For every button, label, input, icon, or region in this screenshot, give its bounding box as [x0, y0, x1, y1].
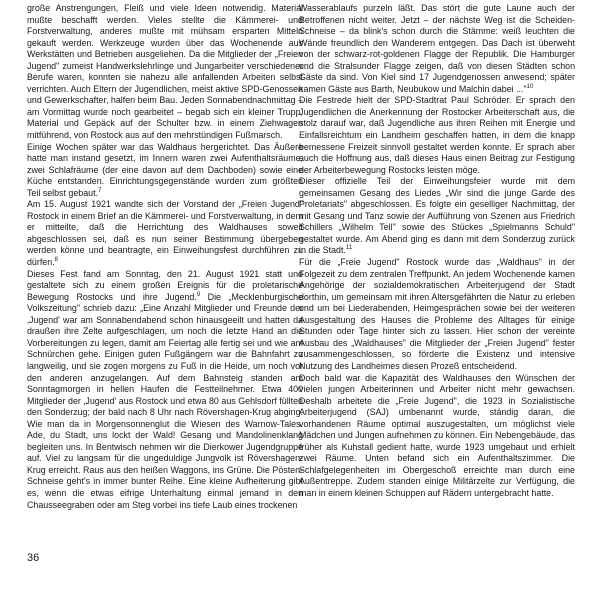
paragraph: Doch bald war die Kapazität des Waldhauses den Wünschen der vielen jungen Arbeiterinnen und Arbeiter nicht mehr gewachsen. Deshalb arbeitete die „Freie Jugend", die 1923 in Sozialistische Arbeiterjugend (SAJ) umbenannt wurde, ständig daran, die vorhandenen Räume optimal auszugestalten, um möglichst viele Mädchen und Jungen aufnehmen zu können. Ein Nebengebäude, das früher als Kuhstall gedient hatte, wurde 1923 umgebaut und erhielt zwei Räume. Unten befand sich ein Aufenthaltszimmer. Die Schlafgelegenheiten im Obergeschoß erreichte man durch eine Außentreppe. Zudem standen einige Militärzelte zur Verfügung, die man in einem kleinen Schuppen auf Rädern untergebracht hatte. — [299, 372, 575, 498]
paragraph: Einige Wochen später war das Waldhaus hergerichtet. Das Äußere hatte man instand gesetzt, im Innern waren zwei Aufenthaltsräume, zwei Schlafräume (der eine davon auf dem Dachboden) sowie eine Küche entstanden. Einrichtungsgegenstände wurden zum größten Teil selbst gebaut.$^7$ — [27, 141, 303, 198]
paragraph: Wasserablaufs purzeln läßt. Das stört die gute Laune auch der Betroffenen nicht weiter. Jetzt – der nächste Weg ist die Scheiden-Schneise – da blink's schon durch die Stämme: weiß leuchten die Wände freundlich den Wanderern entgegen. Das Dach ist überweht von der schwarz-rot-goldenen Flagge der Republik. Die Hamburger und die Stralsunder Flagge zeigen, daß von diesen Städten schon Gäste da sind. Von Kiel sind 17 Jugendgenossen anwesend; später kamen Gäste aus Barth, Neubukow und Malchin dabei ..."$^{10}$ — [299, 3, 575, 94]
footnote-ref: 10 — [526, 83, 534, 90]
paragraph: Dieser offizielle Teil der Einweihungsfeier wurde mit dem gemeinsamen Gesang des Liedes „Wir sind die junge Garde des Proletariats" abgeschlossen. Es folgte ein geselliger Nachmittag, der mit Gesang und Tanz sowie der Aufführung von Szenen aus Friedrich Schillers „Wilhelm Tell" sowie des Stückes „Spielmanns Schuld" gestaltet wurde. Am Abend ging es dann mit dem Sonderzug zurück in die Stadt.$^{11}$ — [299, 176, 575, 256]
page-number: 36 — [27, 552, 40, 564]
footnote-ref: 9 — [196, 291, 201, 298]
paragraph: Am 15. August 1921 wandte sich der Vorstand der „Freien Jugend" Rostock in einem Brief an die Kämmerei- und Forstverwaltung, in dem er mitteilte, daß die Herrichtung des Waldhauses soweit abgeschlossen sei, daß es nun seiner Bestimmung übergeben werden könne und beantragte, ein Einweihungsfest durchführen zu dürfen.$^8$ — [27, 199, 303, 268]
footnote-ref: 8 — [54, 257, 58, 264]
right-text-column — [299, 3, 575, 500]
footnote-ref: 7 — [98, 187, 102, 194]
paragraph: große Anstrengungen, Fleiß und viele Ideen notwendig. Material mußte beschafft werden. Vieles stellte die Kämmerei- und Forstverwaltung, anderes mußte mit mühsam ersparten Mitteln gekauft werden. Werkzeuge wurden über das Wochenende aus Werkstätten und Betrieben ausgeliehen. Da die Mitglieder der „Freien Jugend" zumeist Handwerkslehrlinge und Jungarbeiter verschiedener Berufe waren, konnten sie nahezu alle anfallenden Arbeiten selbst verrichten. Auch Eltern der Jugendlichen, meist aktive SPD-Genossen und Gewerkschafter, halfen beim Bau. Jeden Sonnabendnachmittag – am Vormittag wurde noch gearbeitet – begab sich ein kleiner Trupp, Material und Gepäck auf der Schulter bzw. in einem Ziehwagen mitführend, von Rostock aus auf den mehrstündigen Fußmarsch. — [27, 3, 303, 141]
left-text-column — [27, 3, 303, 511]
footnote-ref: 11 — [345, 245, 353, 252]
paragraph: Die Festrede hielt der SPD-Stadtrat Paul Schröder. Er sprach den Jugendlichen die Anerkennung der Rostocker Arbeiterschaft aus, die stolz darauf war, daß Jugendliche aus ihren Reihen mit Energie und Einfallsreichtum ein Landheim geschaffen hatten, in dem die knapp bemessene Freizeit sinnvoll gestaltet werden konnte. Er sprach aber auch die Hoffnung aus, daß dieses Haus einen Beitrag zur Festigung der Arbeiterbewegung Rostocks leisten möge. — [299, 95, 575, 175]
paragraph: Dieses Fest fand am Sonntag, den 21. August 1921 statt und gestaltete sich zu einem großen Ereignis für die proletarische Bewegung Rostocks und ihre Jugend.$^9$ Die „Mecklenburgische Volkszeitung" schrieb dazu: „Eine Anzahl Mitglieder und Freunde der ‚Jugend' war am Sonnabendabend schon hinausgeeilt und hatten da draußen ihre Zelte aufgeschlagen, um noch die letzte Hand an die Vorbereitungen zu legen, damit am Feiertag alle fertig sei und wie am Schnürchen gehe. Einigen guten Fußgängern war die Bahnfahrt zu langweilig, und sie zogen morgens zu Fuß in die Heide, um noch vor den anderen anzugelangen. Auf dem Bahnsteig standen am Sonntagmorgen in hellen Haufen die Festteilnehmer. Etwa 400 Mitglieder der ‚Jugend' aus Rostock und etwa 80 aus Gehlsdorf füllten den Sonderzug; der bald nach 8 Uhr nach Rövershagen-Krug abging. Wie man da in Morgensonnenglut die Wiesen des Warnow-Tales. Ade, du Stadt, uns lockt der Wald! Gesang und Mandolinenklang begleiten uns. In Bentwisch nehmen wir die Dierkower Jugendgruppe auf. Viel zu langsam für die ungeduldige Jungvolk ist Rövershagen-Krug erreicht. Raus aus den heißen Waggons, ins Grüne. Die Pösten-Schneise geht's in immer bunter Reihe. Eine kleine Aufheiterung gibt es, wenn die etwas eifrige Unterhaltung einmal jemand in den Chausseegraben oder am Steg vorbei ins tiefe Laub eines trockenen — [27, 268, 303, 510]
paragraph: Für die „Freie Jugend" Rostock wurde das „Waldhaus" in der Folgezeit zu dem zentralen Treffpunkt. An jedem Wochenende kamen Angehörige der sozialdemokratischen Arbeiterjugend der Stadt dorthin, um gemeinsam mit ihren Altersgefährten die Natur zu erleben und um bei Liederabenden, Heimgesprächen sowie bei der weiteren Ausgestaltung des Hauses die Probleme des Alltages für einige Stunden oder Tage hinter sich zu lassen. Hier schon der vereinte Ausbau des „Waldhauses" die Mitglieder der „Freien Jugend" fester zusammengeschlossen, so förderte die Existenz und intensive Nutzung des Landheimes diesen Prozeß entscheidend. — [299, 257, 575, 371]
